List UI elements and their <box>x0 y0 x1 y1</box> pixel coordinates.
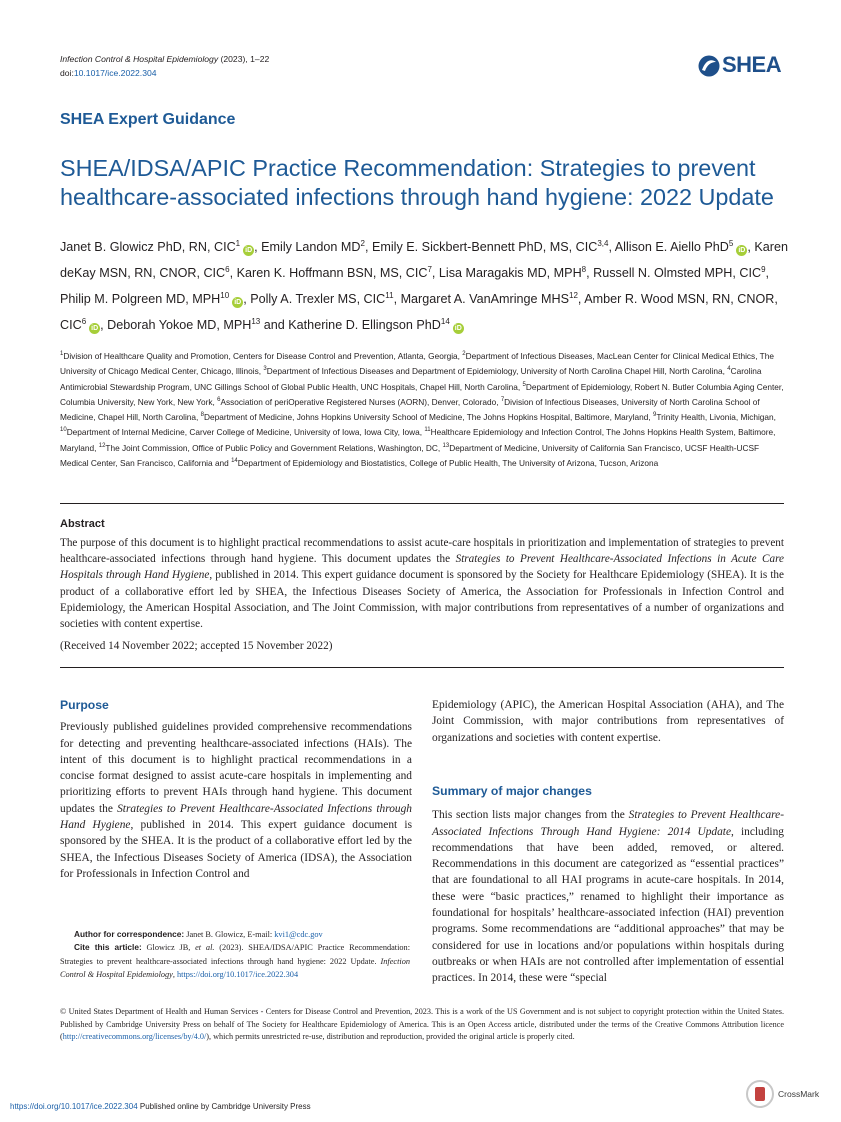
affiliation: Division of Infectious Diseases, University of North Carolina School of Medicine, Chapel Hill, North Carolina, <box>60 396 760 422</box>
affiliation: Department of Epidemiology and Biostatistics, College of Public Health, The University of Arizona, Tucson, Arizona <box>237 457 659 468</box>
article-type: SHEA Expert Guidance <box>60 111 236 128</box>
affiliation: Carolina Antimicrobial Stewardship Program, UNC Gillings School of Global Public Health, UNC Hospitals, Chapel Hill, North Carolina, <box>60 366 762 392</box>
correspondence-block: Author for correspondence: Janet B. Glowicz, E-mail: kvi1@cdc.gov Cite this article: Glowicz JB, et al. (2023). SHEA/IDSA/APIC Practice Recommendation: Strategies to prevent healthcare-associated infections through hand hygiene: 2022 Update. Infection Control & Hospital Epidemiology, https://doi.org/10.1017/ice.2022.304 <box>60 929 411 979</box>
orcid-icon[interactable]: iD <box>454 324 462 332</box>
affiliations: $^1$Division of Healthcare Quality and Promotion, Centers for Disease Control and Prevention, Atlanta, Georgia, $^2$Department of Infectious Diseases, MacLean Center for Clinical Medical Ethics, The University of Chicago Medical Center, Chicago, Illinois, $^3$Department of Infectious Diseases and Department of Epidemiology, University of North Carolina Chapel Hill, North Carolina, $^4$Carolina Antimicrobial Stewardship Program, UNC Gillings School of Global Public Health, UNC Hospitals, Chapel Hill, North Carolina, $^5$Department of Epidemiology, Robert N. Butler Columbia Aging Center, Columbia University, New York, New York, $^6$Association of periOperative Registered Nurses (AORN), Denver, Colorado, $^7$Division of Infectious Diseases, University of North Carolina School of Medicine, Chapel Hill, North Carolina, $^8$Department of Medicine, Johns Hopkins University School of Medicine, The Johns Hopkins Hospital, Baltimore, Maryland, $^9$Trinity Health, Livonia, Michigan, $^{10}$Department of Internal Medicine, Carver College of Medicine, University of Iowa, Iowa City, Iowa, $^{11}$Healthcare Epidemiology and Infection Control, The Johns Hopkins Health System, Baltimore, Maryland, $^{12}$The Joint Commission, Office of Public Policy and Government Relations, Washington, DC, $^{13}$Department of Medicine, University of California San Francisco, UCSF Health-UCSF Medical Center, San Francisco, California and $^{14}$Department of Epidemiology and Biostatistics, College of Public Health, The University of Arizona, Tucson, Arizona <box>60 350 784 468</box>
purpose-section <box>60 697 412 882</box>
crossmark-icon <box>746 1080 774 1108</box>
affiliation: Department of Epidemiology, Robert N. Butler Columbia Aging Center, Columbia University, New York, New York, <box>60 381 784 407</box>
purpose-text: Previously published guidelines provided comprehensive recommendations for detecting and preventing healthcare-associated infections (HAIs). The intent of this document is to highlight practical recommendations in a concise format designed to assist acute-care hospitals in implementing and prioritizing efforts to prevent HAIs through hand hygiene. This document updates the Strategies to Prevent Healthcare-Associated Infections through Hand Hygiene, published in 2014. This expert guidance document is sponsored by the SHEA. It is the product of a collaborative effort led by the SHEA, the Infectious Diseases Society of America (IDSA), the Association for Professionals in Infection Control and <box>60 721 413 880</box>
author-name: Emily E. Sickbert-Bennett PhD, MS, CIC$^{3,4}$, <box>371 239 615 255</box>
affiliation: Department of Internal Medicine, Carver College of Medicine, University of Iowa, Iowa City, Iowa, <box>66 427 425 438</box>
author-name: Allison E. Aiello PhD$^5$iD , <box>614 239 755 255</box>
shea-logo: SHEA <box>698 50 788 80</box>
affiliation: Healthcare Epidemiology and Infection Control, The Johns Hopkins Health System, Baltimore, Maryland, <box>60 427 776 453</box>
article-title: SHEA/IDSA/APIC Practice Recommendation: Strategies to prevent healthcare-associated infections through hand hygiene: 2022 Update <box>60 155 774 210</box>
author-name: Karen K. Hoffmann BSN, MS, CIC$^7$, <box>236 264 439 281</box>
affiliation: Department of Infectious Diseases, MacLean Center for Clinical Medical Ethics, The University of Chicago Medical Center, Chicago, Illinois, <box>60 350 774 377</box>
abstract-heading: Abstract <box>60 518 105 530</box>
footer-doi-link[interactable]: https://doi.org/10.1017/ice.2022.304 <box>10 1102 138 1111</box>
affiliation: Department of Medicine, Johns Hopkins University School of Medicine, The Johns Hopkins Hospital, Baltimore, Maryland, <box>204 411 654 422</box>
summary-text: This section lists major changes from the Strategies to Prevent Healthcare-Associated Infections Through Hand Hygiene: 2014 Update, including recommendations that have been added, removed, or altered. Recommendations in this document are categorized as “essential practices” that are foundational to all HAI programs in acute-care hospitals. In 2014, these were “basic practices,” renamed to highlight their importance as foundational for hospitals’ healthcare-associated infection (HAI) prevention programs. Some recommendations are “additional approaches” that may be considered for use in locations and/or populations within hospitals during outbreaks or when HAIs are not controlled after implementation of essential practices. In 2014, these were “special <box>432 809 784 985</box>
journal-citation: Infection Control & Hospital Epidemiology (2023), 1–22 <box>60 54 270 64</box>
author-name: Margaret A. VanAmringe MHS$^{12}$, <box>400 290 585 306</box>
purpose-heading: Purpose <box>60 698 109 712</box>
author-name: Karen deKay MSN, RN, CNOR, CIC$^6$, <box>60 240 788 281</box>
email-link[interactable]: kvi1@cdc.gov <box>274 930 323 939</box>
shea-logo-icon <box>698 55 720 77</box>
divider <box>60 667 784 668</box>
crossmark-badge[interactable]: CrossMark <box>746 1080 828 1110</box>
orcid-icon[interactable]: iD <box>234 298 242 306</box>
license-link[interactable]: http://creativecommons.org/licenses/by/4.0/ <box>62 1032 207 1042</box>
affiliation: The Joint Commission, Office of Public Policy and Government Relations, Washington, DC, <box>105 442 443 453</box>
purpose-continued: Epidemiology (APIC), the American Hospital Association (AHA), and The Joint Commission, with major contributions from representatives of organizations and societies with content expertise. <box>432 699 784 744</box>
orcid-icon[interactable]: iD <box>245 247 253 255</box>
author-name: Emily Landon $MD^2$, <box>261 239 372 255</box>
author-name: Russell N. Olmsted MPH, CIC$^9$, <box>593 264 770 281</box>
affiliation: Department of Medicine, University of California San Francisco, UCSF Health-UCSF Medical Center, San Francisco, California and <box>60 442 760 468</box>
author-name: Amber R. Wood MSN, RN, CNOR, CIC$^6$iD , <box>60 291 778 332</box>
affiliation: Division of Healthcare Quality and Promotion, Centers for Disease Control and Prevention, Atlanta, Georgia, <box>63 350 463 361</box>
copyright-notice: © United States Department of Health and Human Services - Centers for Disease Control and Prevention, 2023. This is a work of the US Government and is not subject to copyright protection within the United States. Published by Cambridge University Press on behalf of The Society for Healthcare Epidemiology of America. This is an Open Access article, distributed under the terms of the Creative Commons Attribution licence (http://creativecommons.org/licenses/by/4.0/), which permits unrestricted re-use, distribution and reproduction, provided the original article is properly cited. <box>60 1007 784 1042</box>
author-name: Katherine D. Ellingson PhD$^{14}$iD <box>288 316 462 332</box>
author-name: Lisa Maragakis MD, MPH$^8$, <box>438 264 594 281</box>
affiliation: Department of Infectious Diseases and Department of Epidemiology, University of North Carolina Chapel Hill, North Carolina, <box>266 366 728 377</box>
divider <box>60 503 784 504</box>
doi-link[interactable]: 10.1017/ice.2022.304 <box>73 68 157 78</box>
page-footer: https://doi.org/10.1017/ice.2022.304 Published online by Cambridge University Press <box>10 1102 311 1111</box>
orcid-icon[interactable]: iD <box>91 324 99 332</box>
cite-doi-link[interactable]: https://doi.org/10.1017/ice.2022.304 <box>177 969 299 979</box>
summary-section <box>432 783 784 987</box>
summary-heading: Summary of major changes <box>432 784 592 798</box>
affiliation: Trinity Health, Livonia, Michigan, <box>656 411 776 422</box>
doi-line: doi:10.1017/ice.2022.304 <box>60 68 157 78</box>
abstract-text: The purpose of this document is to highlight practical recommendations to assist acute-care hospitals in prioritization and implementation of strategies to prevent healthcare-associated infections through hand hygiene. This document updates the Strategies to Prevent Healthcare-Associated Infections in Acute Care Hospitals through Hand Hygiene, published in 2014. This expert guidance document is sponsored by the Society for Healthcare Epidemiology (SHEA). It is the product of a collaborative effort led by SHEA, the Infectious Diseases Society of America, the Association for Professionals in Infection Control and Epidemiology, the American Hospital Association, and The Joint Commission, with major contributions from representatives of a number of organizations and societies with content expertise. <box>60 537 784 631</box>
author-list <box>60 233 790 337</box>
author-name: Polly A. Trexler MS, CIC$^{11}$, <box>250 290 401 306</box>
author-name: Janet B. Glowicz PhD, RN, CIC$^1$iD , <box>60 239 262 255</box>
orcid-icon[interactable]: iD <box>738 247 746 255</box>
author-name: Deborah Yokoe MD, MPH$^{13}$ and <box>107 316 289 332</box>
received-dates: (Received 14 November 2022; accepted 15 November 2022) <box>60 640 333 652</box>
affiliation: Association of periOperative Registered Nurses (AORN), Denver, Colorado, <box>220 396 501 407</box>
author-name: Philip M. Polgreen MD, MPH$^{10}$iD , <box>60 290 251 306</box>
